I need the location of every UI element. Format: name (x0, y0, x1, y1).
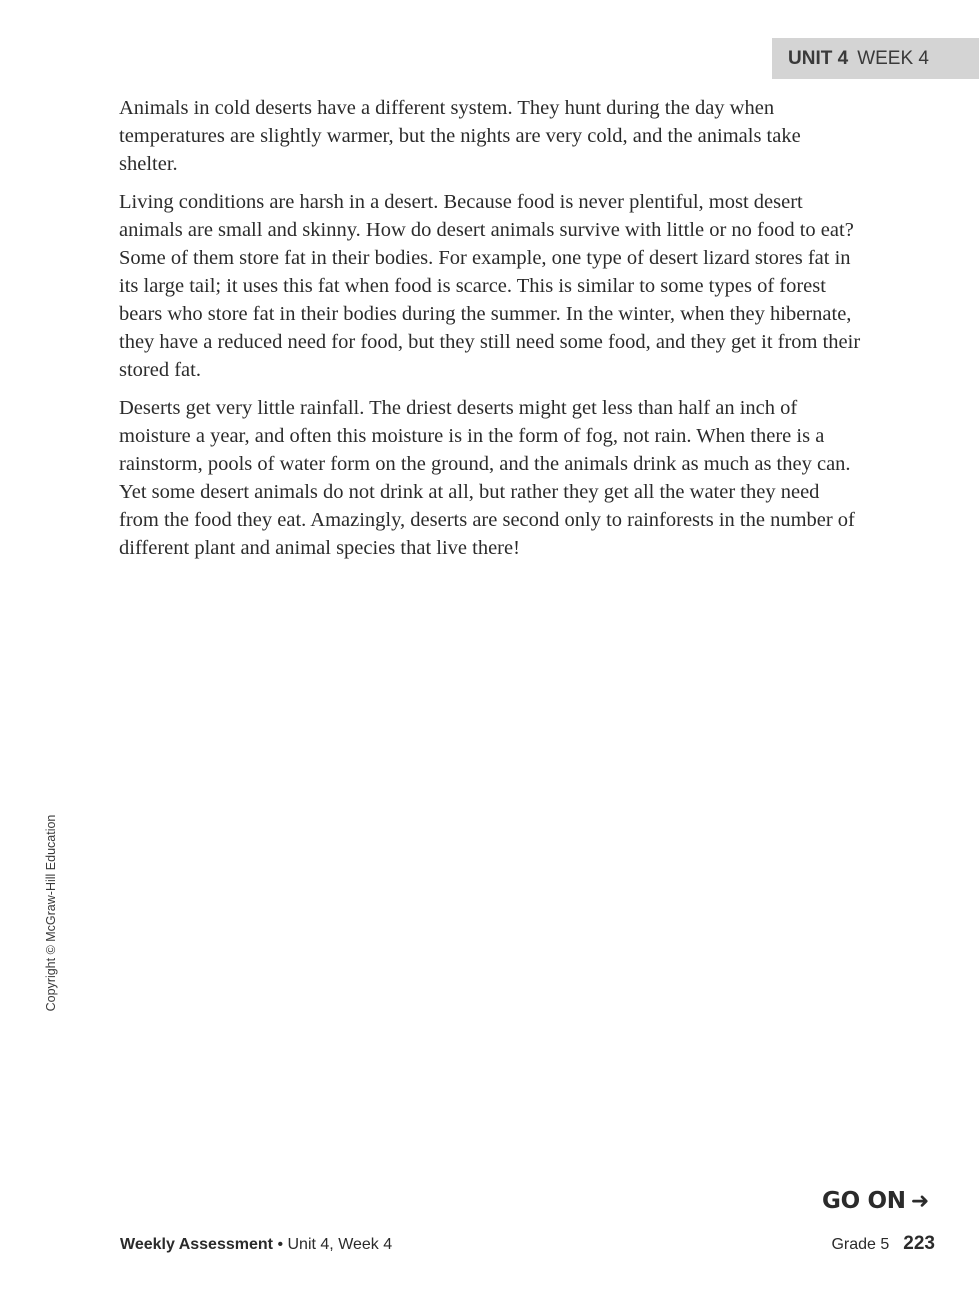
unit-label: UNIT 4 (788, 47, 849, 69)
footer-separator: • (277, 1236, 284, 1253)
week-label: WEEK 4 (857, 47, 929, 69)
paragraph-rainfall: Deserts get very little rainfall. The driest deserts might get less than half an inch of moisture a year, and often this moisture is in the form of fog, not rain. When there is a rainstorm, pools of water form on the ground, and the animals drink as much as they can. Yet some desert animals do not drink at all, but rather they get all the water they need from the food they eat. Amazingly, deserts are second only to rainforests in the number of different plant and animal species that live there! (119, 397, 855, 559)
footer-unit-week: Unit 4, Week 4 (287, 1236, 393, 1253)
footer-page-info (831, 1233, 935, 1255)
passage-text (119, 94, 864, 572)
footer-title: Weekly Assessment (120, 1236, 273, 1253)
go-on-label: GO ON (822, 1188, 906, 1214)
unit-week-tab (772, 38, 979, 79)
footer-assessment-info (120, 1236, 392, 1254)
copyright-notice: Copyright © McGraw-Hill Education (44, 814, 58, 1012)
right-arrow-icon: ➜ (910, 1188, 929, 1214)
page-number: 223 (903, 1233, 935, 1254)
go-on-indicator (822, 1188, 929, 1214)
paragraph-living-conditions: Living conditions are harsh in a desert. Because food is never plentiful, most desert animals are small and skinny. How do desert animals survive with little or no food to eat? Some of them store fat in their bodies. For example, one type of desert lizard stores fat in its large tail; it uses this fat when food is scarce. This is similar to some types of forest bears who store fat in their bodies during the summer. In the winter, when they hibernate, they have a reduced need for food, but they still need some food, and they get it from their stored fat. (119, 191, 861, 381)
paragraph-cold-deserts: Animals in cold deserts have a different system. They hunt during the day when temperatures are slightly warmer, but the nights are very cold, and the animals take shelter. (119, 97, 801, 175)
footer-grade: Grade 5 (831, 1236, 890, 1253)
